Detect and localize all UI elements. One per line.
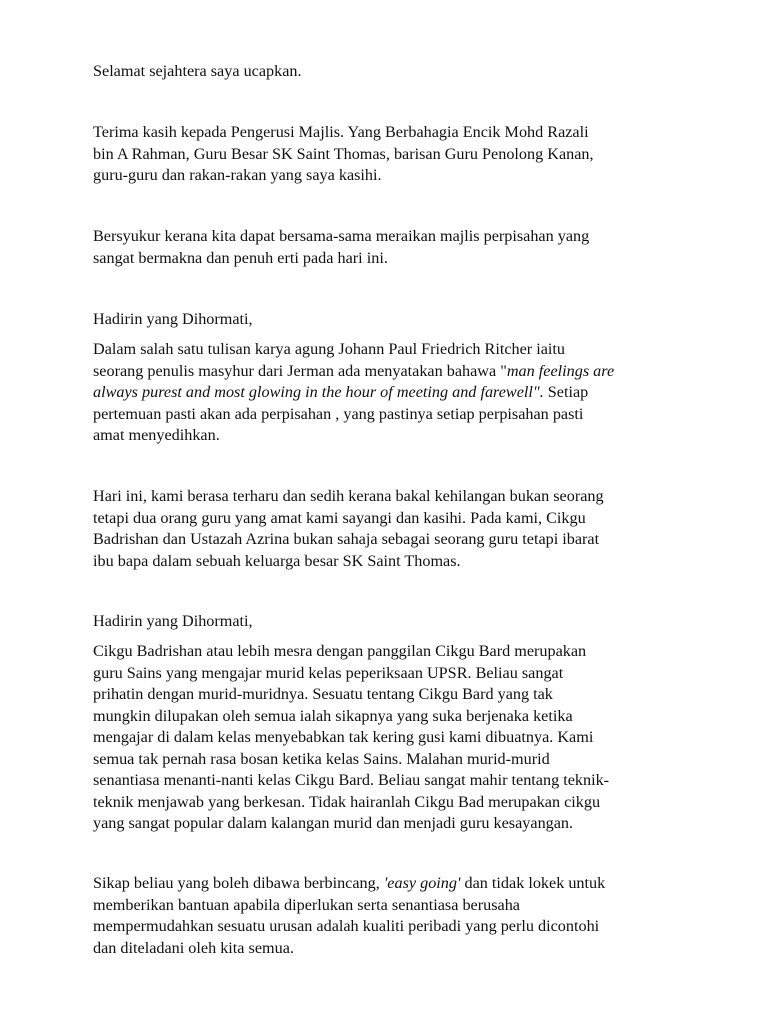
text-run: dan tidak lokek untuk (460, 874, 606, 892)
text-line: Hadirin yang Dihormati, (93, 310, 253, 328)
text-line: yang sangat popular dalam kalangan murid dan menjadi guru kesayangan. (93, 814, 574, 832)
text-line: ibu bapa dalam sebuah keluarga besar SK Saint Thomas. (93, 551, 461, 570)
italic-phrase: 'easy going' (383, 874, 461, 892)
text-line: Hadirin yang Dihormati, (93, 612, 253, 630)
text-line: bin A Rahman, Guru Besar SK Saint Thomas, barisan Guru Penolong Kanan, (93, 144, 594, 163)
gratitude-paragraph (93, 226, 693, 269)
text-line: prihatin dengan murid-muridnya. Sesuatu tentang Cikgu Bard yang tak (93, 685, 553, 703)
text-run: seorang penulis masyhur dari Jerman ada menyatakan bahawa " (93, 361, 507, 380)
text-line (93, 382, 693, 404)
text-line: Cikgu Badrishan atau lebih mesra dengan panggilan Cikgu Bard merupakan (93, 642, 587, 660)
document-page (93, 0, 693, 1024)
attitude-paragraph (93, 873, 693, 959)
salutation-paragraph (93, 611, 693, 633)
text-line: dan diteladani oleh kita semua. (93, 938, 294, 957)
text-line (93, 873, 693, 895)
text-line: mungkin dilupakan oleh semua ialah sikapnya yang suka berjenaka ketika (93, 706, 573, 725)
text-run: Setiap (543, 383, 589, 401)
text-line: Bersyukur kerana kita dapat bersama-sama meraikan majlis perpisahan yang (93, 227, 590, 245)
italic-quote: man feelings are (506, 361, 615, 380)
text-line (93, 361, 693, 383)
text-line: guru-guru dan rakan-rakan yang saya kasihi. (93, 166, 382, 184)
text-line: guru Sains yang mengajar murid kelas peperiksaan UPSR. Beliau sangat (93, 663, 564, 682)
text-line: Terima kasih kepada Pengerusi Majlis. Yang Berbahagia Encik Mohd Razali (93, 123, 589, 141)
text-line: pertemuan pasti akan ada perpisahan , yang pastinya setiap perpisahan pasti (93, 404, 584, 423)
text-line: Hari ini, kami berasa terharu dan sedih kerana bakal kehilangan bukan seorang (93, 487, 604, 505)
quote-paragraph (93, 339, 693, 447)
text-line: Badrishan dan Ustazah Azrina bukan sahaja sebagai seorang guru tetapi ibarat (93, 530, 600, 548)
italic-quote: always purest and most glowing in the hour of meeting and farewell". (93, 383, 544, 401)
text-line: teknik menjawab yang berkesan. Tidak hairanlah Cikgu Bad merupakan cikgu (93, 792, 601, 811)
text-line: tetapi dua orang guru yang amat kami sayangi dan kasihi. Pada kami, Cikgu (93, 508, 586, 527)
text-line: mengajar di dalam kelas menyebabkan tak kering gusi kami dibuatnya. Kami (93, 728, 594, 746)
text-line: sangat bermakna dan penuh erti pada hari ini. (93, 248, 388, 267)
text-line: Dalam salah satu tulisan karya agung Johann Paul Friedrich Ritcher iaitu (93, 340, 566, 358)
text-line: amat menyedihkan. (93, 426, 220, 444)
text-line: Selamat sejahtera saya ucapkan. (93, 62, 302, 80)
salutation-paragraph (93, 309, 693, 331)
thanks-paragraph (93, 122, 693, 187)
text-line: mempermudahkan sesuatu urusan adalah kualiti peribadi yang perlu dicontohi (93, 917, 600, 935)
teacher-description-paragraph (93, 641, 693, 835)
text-run: Sikap beliau yang boleh dibawa berbincang, (93, 874, 384, 892)
text-line: senantiasa menanti-nanti kelas Cikgu Bard. Beliau sangat mahir tentang teknik- (93, 771, 610, 789)
text-line: semua tak pernah rasa bosan ketika kelas Sains. Malahan murid-murid (93, 749, 550, 768)
text-line: memberikan bantuan apabila diperlukan serta senantiasa berusaha (93, 895, 520, 914)
greeting-paragraph (93, 61, 693, 83)
farewell-paragraph (93, 486, 693, 572)
